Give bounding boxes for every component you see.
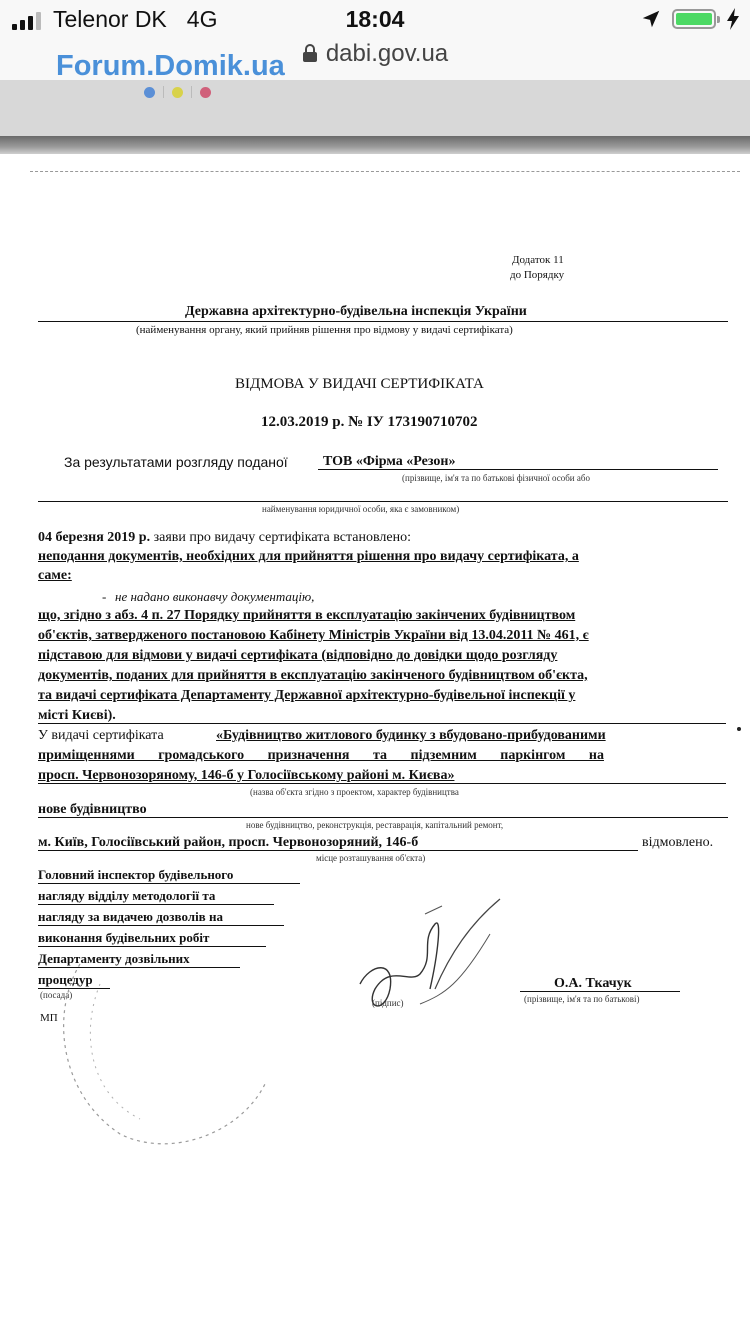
basis-line-1: що, згідно з абз. 4 п. 27 Порядку прийняття в експлуатацію закінчених будівництвом: [38, 608, 576, 623]
reason-line-1: неподання документів, необхідних для прийняття рішення про видачу сертифіката, а: [38, 549, 579, 564]
battery-icon: [672, 9, 716, 29]
signer-name: О.А. Ткачук: [554, 976, 632, 991]
document-title: ВІДМОВА У ВИДАЧІ СЕРТИФІКАТА: [235, 376, 484, 392]
handwritten-signature-image: [350, 894, 520, 1034]
signature-caption: (підпис): [372, 998, 404, 1008]
authority-name: Державна архітектурно-будівельна інспекція України: [185, 304, 527, 319]
location-underline: [38, 850, 638, 851]
url-text: dabi.gov.ua: [325, 40, 449, 67]
signer-position-3: нагляду за видачею дозволів на: [38, 909, 223, 924]
status-right: [640, 8, 740, 30]
position-caption: (посада): [40, 990, 73, 1000]
signer-name-underline: [520, 991, 680, 992]
document-date-number: 12.03.2019 р. № ІУ 173190710702: [261, 414, 478, 430]
appendix-reference: до Порядку: [510, 269, 565, 281]
official-stamp-image: [40, 944, 280, 1154]
object-line-3: просп. Червонозоряному, 146-б у Голосіївському районі м. Києва»: [38, 768, 455, 783]
object-line-1: «Будівництво житлового будинку з вбудовано-прибудованими: [216, 728, 606, 743]
applicant-caption: (прізвище, ім'я та по батькові фізичної особи або: [402, 473, 590, 483]
charging-bolt-icon: [726, 8, 740, 30]
watermark-dots: [144, 86, 211, 98]
carrier-name: Telenor DK: [53, 6, 167, 32]
applicant-caption-2: найменування юридичної особи, яка є замовником): [262, 504, 460, 514]
construction-type: нове будівництво: [38, 802, 147, 817]
object-underline: [38, 783, 726, 784]
object-location: м. Київ, Голосіївський район, просп. Червонозоряний, 146-б: [38, 835, 419, 850]
basis-underline: [38, 723, 726, 724]
scan-edge-line: [30, 171, 740, 172]
basis-line-5: та видачі сертифіката Департаменту Державної архітектурно-будівельної інспекції у: [38, 688, 576, 703]
refusal-word: відмовлено.: [642, 835, 714, 850]
location-arrow-icon: [640, 8, 662, 30]
location-caption: місце розташування об'єкта): [316, 853, 426, 863]
application-line: [38, 530, 411, 546]
scanned-document: [0, 154, 750, 1334]
basis-line-3: підставою для відмови у видачі сертифіката (відповідно до довідки щодо розгляду: [38, 648, 558, 663]
construction-caption: нове будівництво, реконструкція, реставрація, капітальний ремонт,: [246, 820, 504, 830]
signer-position-4: виконання будівельних робіт: [38, 930, 210, 945]
reason-bullet-dash: -: [102, 589, 107, 604]
application-suffix: заяви про видачу сертифіката встановлено:: [153, 530, 411, 545]
signer-position-5: Департаменту дозвільних: [38, 951, 190, 966]
signer-position-2: нагляду відділу методології та: [38, 888, 216, 903]
applicant-second-underline: [38, 501, 728, 502]
signer-position-6: процедур: [38, 972, 93, 987]
review-prefix: За результатами розгляду поданої: [64, 454, 288, 470]
signer-caption: (прізвище, ім'я та по батькові): [524, 994, 640, 1004]
authority-underline: [38, 321, 728, 322]
reason-bullet: не надано виконавчу документацію,: [115, 589, 315, 604]
watermark-logo: Forum.Domik.ua: [56, 50, 285, 82]
application-date: 04 березня 2019 р.: [38, 530, 151, 545]
reason-line-2: саме:: [38, 568, 72, 583]
position-underline-1: [38, 883, 300, 884]
appendix-number: Додаток 11: [512, 254, 564, 266]
network-type: 4G: [186, 6, 218, 32]
issue-prefix: У видачі сертифіката: [38, 728, 164, 743]
applicant-underline: [318, 469, 718, 470]
authority-caption: (найменування органу, який прийняв рішення про відмову у видачі сертифіката): [136, 324, 513, 336]
basis-line-4: документів, поданих для прийняття в експлуатацію закінченого будівництвом об'єкта,: [38, 668, 588, 683]
basis-line-2: об'єктів, затвердженого постановою Кабінету Міністрів України від 13.04.2011 № 461, є: [38, 628, 589, 643]
object-line-2: приміщеннями громадського призначення та підземним паркінгом на: [38, 748, 604, 763]
signer-position-1: Головний інспектор будівельного: [38, 867, 234, 882]
seal-mark: МП: [40, 1012, 58, 1024]
scan-speck: [734, 724, 744, 734]
object-caption: (назва об'єкта згідно з проектом, характер будівництва: [250, 787, 459, 797]
lock-icon: [302, 44, 318, 62]
construction-underline: [38, 817, 728, 818]
status-time: 18:04: [345, 6, 405, 32]
position-underline-2: [38, 904, 274, 905]
position-underline-3: [38, 925, 284, 926]
applicant-name: ТОВ «Фірма «Резон»: [323, 454, 456, 469]
basis-line-6: місті Києві).: [38, 708, 116, 723]
scan-top-edge: [0, 136, 750, 154]
page-header-band: [0, 80, 750, 136]
status-bar: [0, 0, 750, 40]
